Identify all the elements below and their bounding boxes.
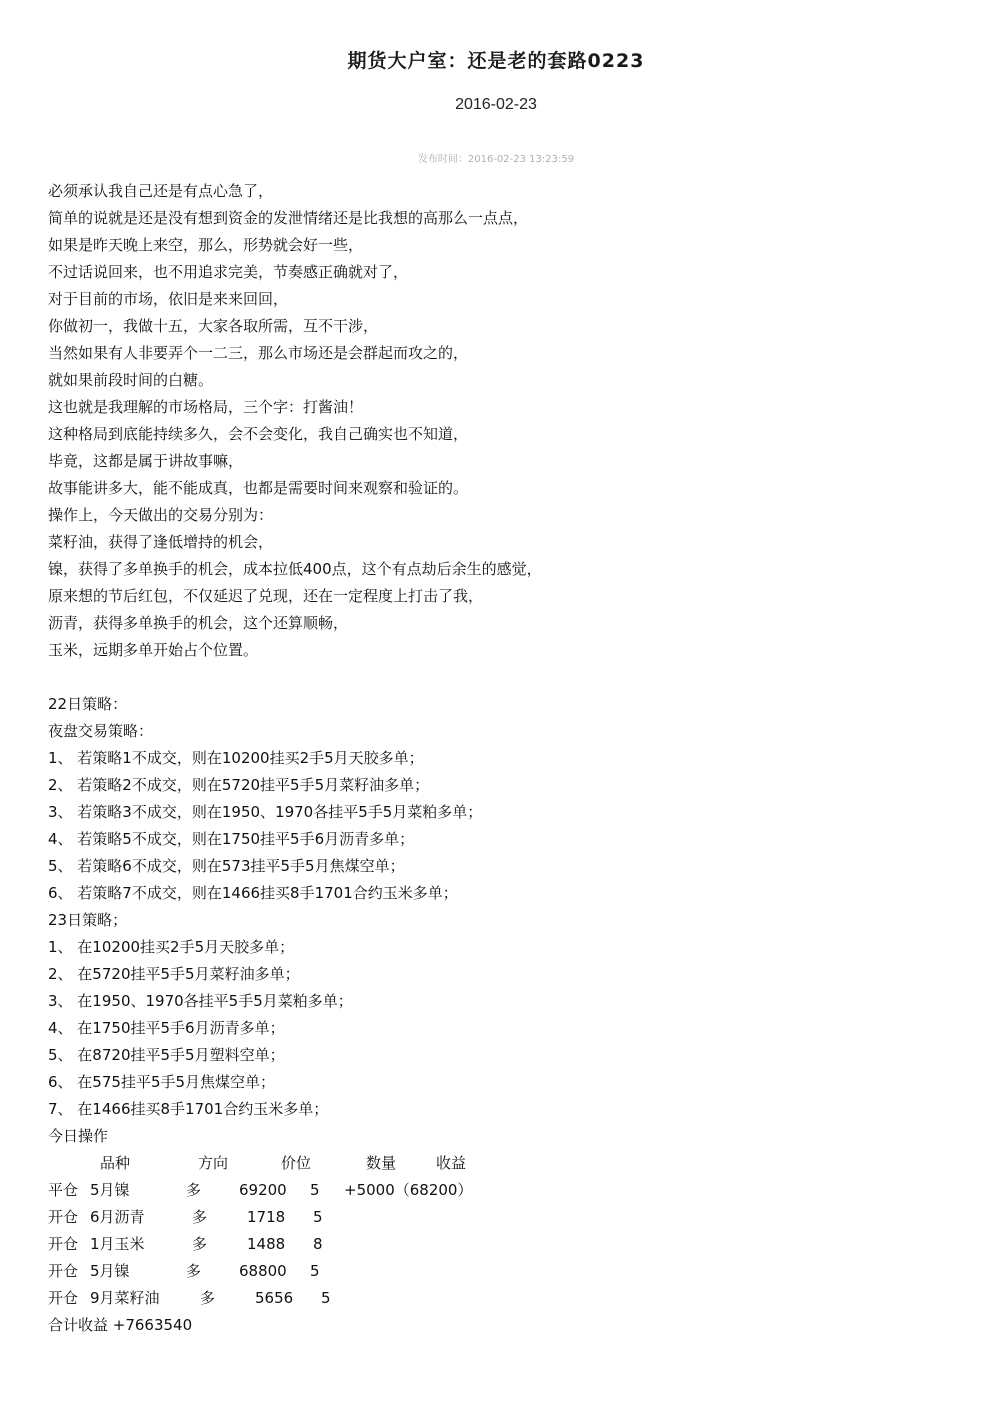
column-header: 收益: [436, 1154, 467, 1172]
strategy22-heading: 22日策略：: [48, 695, 128, 713]
cell-action: 开仓: [48, 1235, 79, 1253]
paragraph-line: 原来想的节后红包，不仅延迟了兑现，还在一定程度上打击了我，: [48, 587, 484, 605]
cell-product: 1月玉米: [90, 1235, 145, 1253]
paragraph-line: 这也就是我理解的市场格局，三个字：打酱油！: [48, 398, 364, 416]
publish-time: 发布时间：2016-02-23 13:23:59: [417, 154, 575, 165]
column-header: 数量: [366, 1154, 397, 1172]
paragraph-line: 操作上，今天做出的交易分别为：: [48, 506, 274, 524]
strategy22-item: 4、 若策略5不成交，则在1750挂平5手6月沥青多单；: [48, 830, 415, 848]
operations-header-row: [48, 1150, 948, 1177]
cell-quantity: 5: [321, 1289, 331, 1307]
cell-direction: 多: [192, 1235, 208, 1253]
strategy23-item: 6、 在575挂平5手5月焦煤空单；: [48, 1073, 276, 1091]
cell-quantity: 8: [313, 1235, 323, 1253]
table-row: [48, 1177, 948, 1204]
page-title: 期货大户室：还是老的套路0223: [347, 50, 645, 72]
cell-action: 开仓: [48, 1262, 79, 1280]
cell-price: 1488: [247, 1235, 286, 1253]
paragraph-line: 沥青，获得多单换手的机会，这个还算顺畅，: [48, 614, 349, 632]
cell-quantity: 5: [310, 1181, 320, 1199]
cell-price: 1718: [247, 1208, 286, 1226]
paragraph-line: 不过话说回来，也不用追求完美，节奏感正确就对了，: [48, 263, 409, 281]
strategy22-subheading: 夜盘交易策略：: [48, 722, 154, 740]
cell-direction: 多: [192, 1208, 208, 1226]
cell-product: 6月沥青: [90, 1208, 145, 1226]
paragraph-line: 对于目前的市场，依旧是来来回回，: [48, 290, 289, 308]
cell-action: 开仓: [48, 1289, 79, 1307]
paragraph-line: 菜籽油，获得了逢低增持的机会，: [48, 533, 274, 551]
cell-price: 5656: [255, 1289, 294, 1307]
article-body: [48, 178, 948, 1339]
strategy23-item: 7、 在1466挂买8手1701合约玉米多单；: [48, 1100, 329, 1118]
column-header: 价位: [281, 1154, 312, 1172]
cell-product: 9月菜籽油: [90, 1289, 160, 1307]
strategy23-item: 5、 在8720挂平5手5月塑料空单；: [48, 1046, 285, 1064]
table-row: [48, 1258, 948, 1285]
paragraph-line: 毕竟，这都是属于讲故事嘛，: [48, 452, 244, 470]
column-header: 品种: [100, 1154, 131, 1172]
total-profit: 合计收益 +7663540: [48, 1316, 193, 1334]
cell-price: 69200: [239, 1181, 287, 1199]
strategy23-item: 2、 在5720挂平5手5月菜籽油多单；: [48, 965, 300, 983]
strategy23-item: 3、 在1950、1970各挂平5手5月菜粕多单；: [48, 992, 353, 1010]
table-row: [48, 1231, 948, 1258]
cell-direction: 多: [200, 1289, 216, 1307]
paragraph-line: 镍，获得了多单换手的机会，成本拉低400点，这个有点劫后余生的感觉，: [48, 560, 542, 578]
cell-price: 68800: [239, 1262, 287, 1280]
strategy23-heading: 23日策略；: [48, 911, 128, 929]
strategy22-item: 1、 若策略1不成交，则在10200挂买2手5月天胶多单；: [48, 749, 424, 767]
paragraph-line: 必须承认我自己还是有点心急了，: [48, 182, 274, 200]
cell-quantity: 5: [310, 1262, 320, 1280]
cell-profit: +5000（68200）: [344, 1181, 473, 1199]
paragraph-line: 玉米，远期多单开始占个位置。: [48, 641, 259, 659]
cell-direction: 多: [186, 1262, 202, 1280]
strategy22-item: 6、 若策略7不成交，则在1466挂买8手1701合约玉米多单；: [48, 884, 458, 902]
strategy22-item: 2、 若策略2不成交，则在5720挂平5手5月菜籽油多单；: [48, 776, 430, 794]
paragraph-line: 当然如果有人非要弄个一二三，那么市场还是会群起而攻之的，: [48, 344, 469, 362]
spacer: [48, 664, 948, 691]
table-row: [48, 1204, 948, 1231]
cell-quantity: 5: [313, 1208, 323, 1226]
paragraph-line: 简单的说就是还是没有想到资金的发泄情绪还是比我想的高那么一点点，: [48, 209, 529, 227]
cell-product: 5月镍: [90, 1181, 130, 1199]
cell-action: 平仓: [48, 1181, 79, 1199]
strategy22-item: 5、 若策略6不成交，则在573挂平5手5月焦煤空单；: [48, 857, 405, 875]
operations-heading: 今日操作: [48, 1127, 109, 1145]
paragraph-line: 这种格局到底能持续多久，会不会变化，我自己确实也不知道，: [48, 425, 469, 443]
cell-product: 5月镍: [90, 1262, 130, 1280]
paragraph-line: 故事能讲多大，能不能成真，也都是需要时间来观察和验证的。: [48, 479, 469, 497]
strategy23-item: 4、 在1750挂平5手6月沥青多单；: [48, 1019, 285, 1037]
strategy22-item: 3、 若策略3不成交，则在1950、1970各挂平5手5月菜粕多单；: [48, 803, 483, 821]
paragraph-line: 如果是昨天晚上来空，那么，形势就会好一些，: [48, 236, 364, 254]
cell-action: 开仓: [48, 1208, 79, 1226]
strategy23-item: 1、 在10200挂买2手5月天胶多单；: [48, 938, 295, 956]
paragraph-line: 你做初一，我做十五，大家各取所需，互不干涉，: [48, 317, 379, 335]
cell-direction: 多: [186, 1181, 202, 1199]
table-row: [48, 1285, 948, 1312]
paragraph-line: 就如果前段时间的白糖。: [48, 371, 214, 389]
post-date: 2016-02-23: [455, 96, 537, 113]
column-header: 方向: [198, 1154, 229, 1172]
